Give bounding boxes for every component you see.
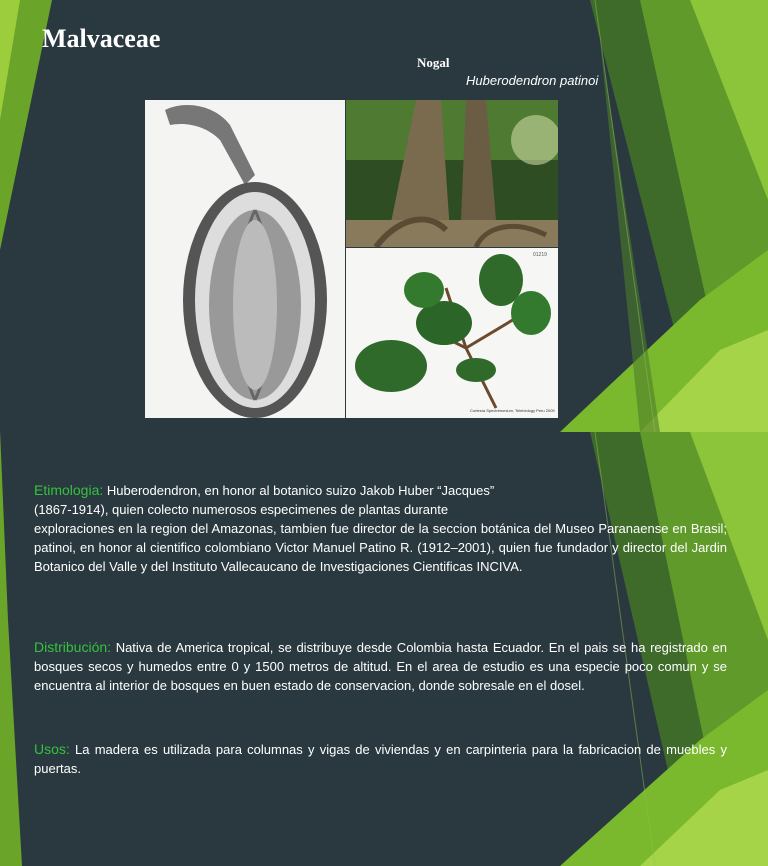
- etymology-text-rest: exploraciones en la region del Amazonas, tambien fue director de la seccion botánica del Museo Paranaense en Brasil; patinoi, en honor al cientifico colombiano Victor Manuel Patino R. (1912–2001), quien fue fundador y director del Jardin Botanico del Valle y del Instituto Vallecaucano de Investigaciones Cientificas INCIVA.: [34, 521, 727, 574]
- etymology-text-line2: (1867-1914), quien colecto numerosos especimenes de plantas durante: [34, 502, 449, 517]
- common-name: Nogal: [417, 55, 450, 70]
- uses-text: La madera es utilizada para columnas y vigas de viviendas y en carpinteria para la fabricacion de muebles y puertas.: [34, 742, 727, 776]
- tree-photo-image: [346, 100, 558, 247]
- etymology-text-line1: Huberodendron, en honor al botanico suizo Jakob Huber “Jacques”: [106, 483, 495, 498]
- etymology-label: Etimologia:: [34, 482, 104, 498]
- distribution-label: Distribución:: [34, 639, 112, 655]
- fruit-illustration-image: [145, 100, 345, 418]
- leaf-specimen-image: [346, 248, 558, 418]
- uses-label: Usos:: [34, 741, 70, 757]
- leaf-image-caption: Cortesía Spectrimonium, Telebiology Peru 2009: [470, 408, 555, 413]
- etymology-first-line: [34, 481, 727, 500]
- scientific-name: Huberodendron patinoi: [466, 73, 599, 88]
- distribution-text: Nativa de America tropical, se distribuye desde Colombia hasta Ecuador. En el pais se ha registrado en bosques secos y humedos entre 0 y 1500 metros de altitud. En el area de estudio es una especie poco comun y se encuentra al interior de bosques en buen estado de conservacion, donde sobresale en el dosel.: [34, 640, 727, 693]
- slide-title: Malvaceae: [42, 24, 161, 53]
- uses-paragraph: [34, 740, 727, 778]
- distribution-paragraph: [34, 638, 727, 695]
- specimen-number: 01219: [533, 252, 547, 258]
- etymology-paragraph: [34, 481, 727, 576]
